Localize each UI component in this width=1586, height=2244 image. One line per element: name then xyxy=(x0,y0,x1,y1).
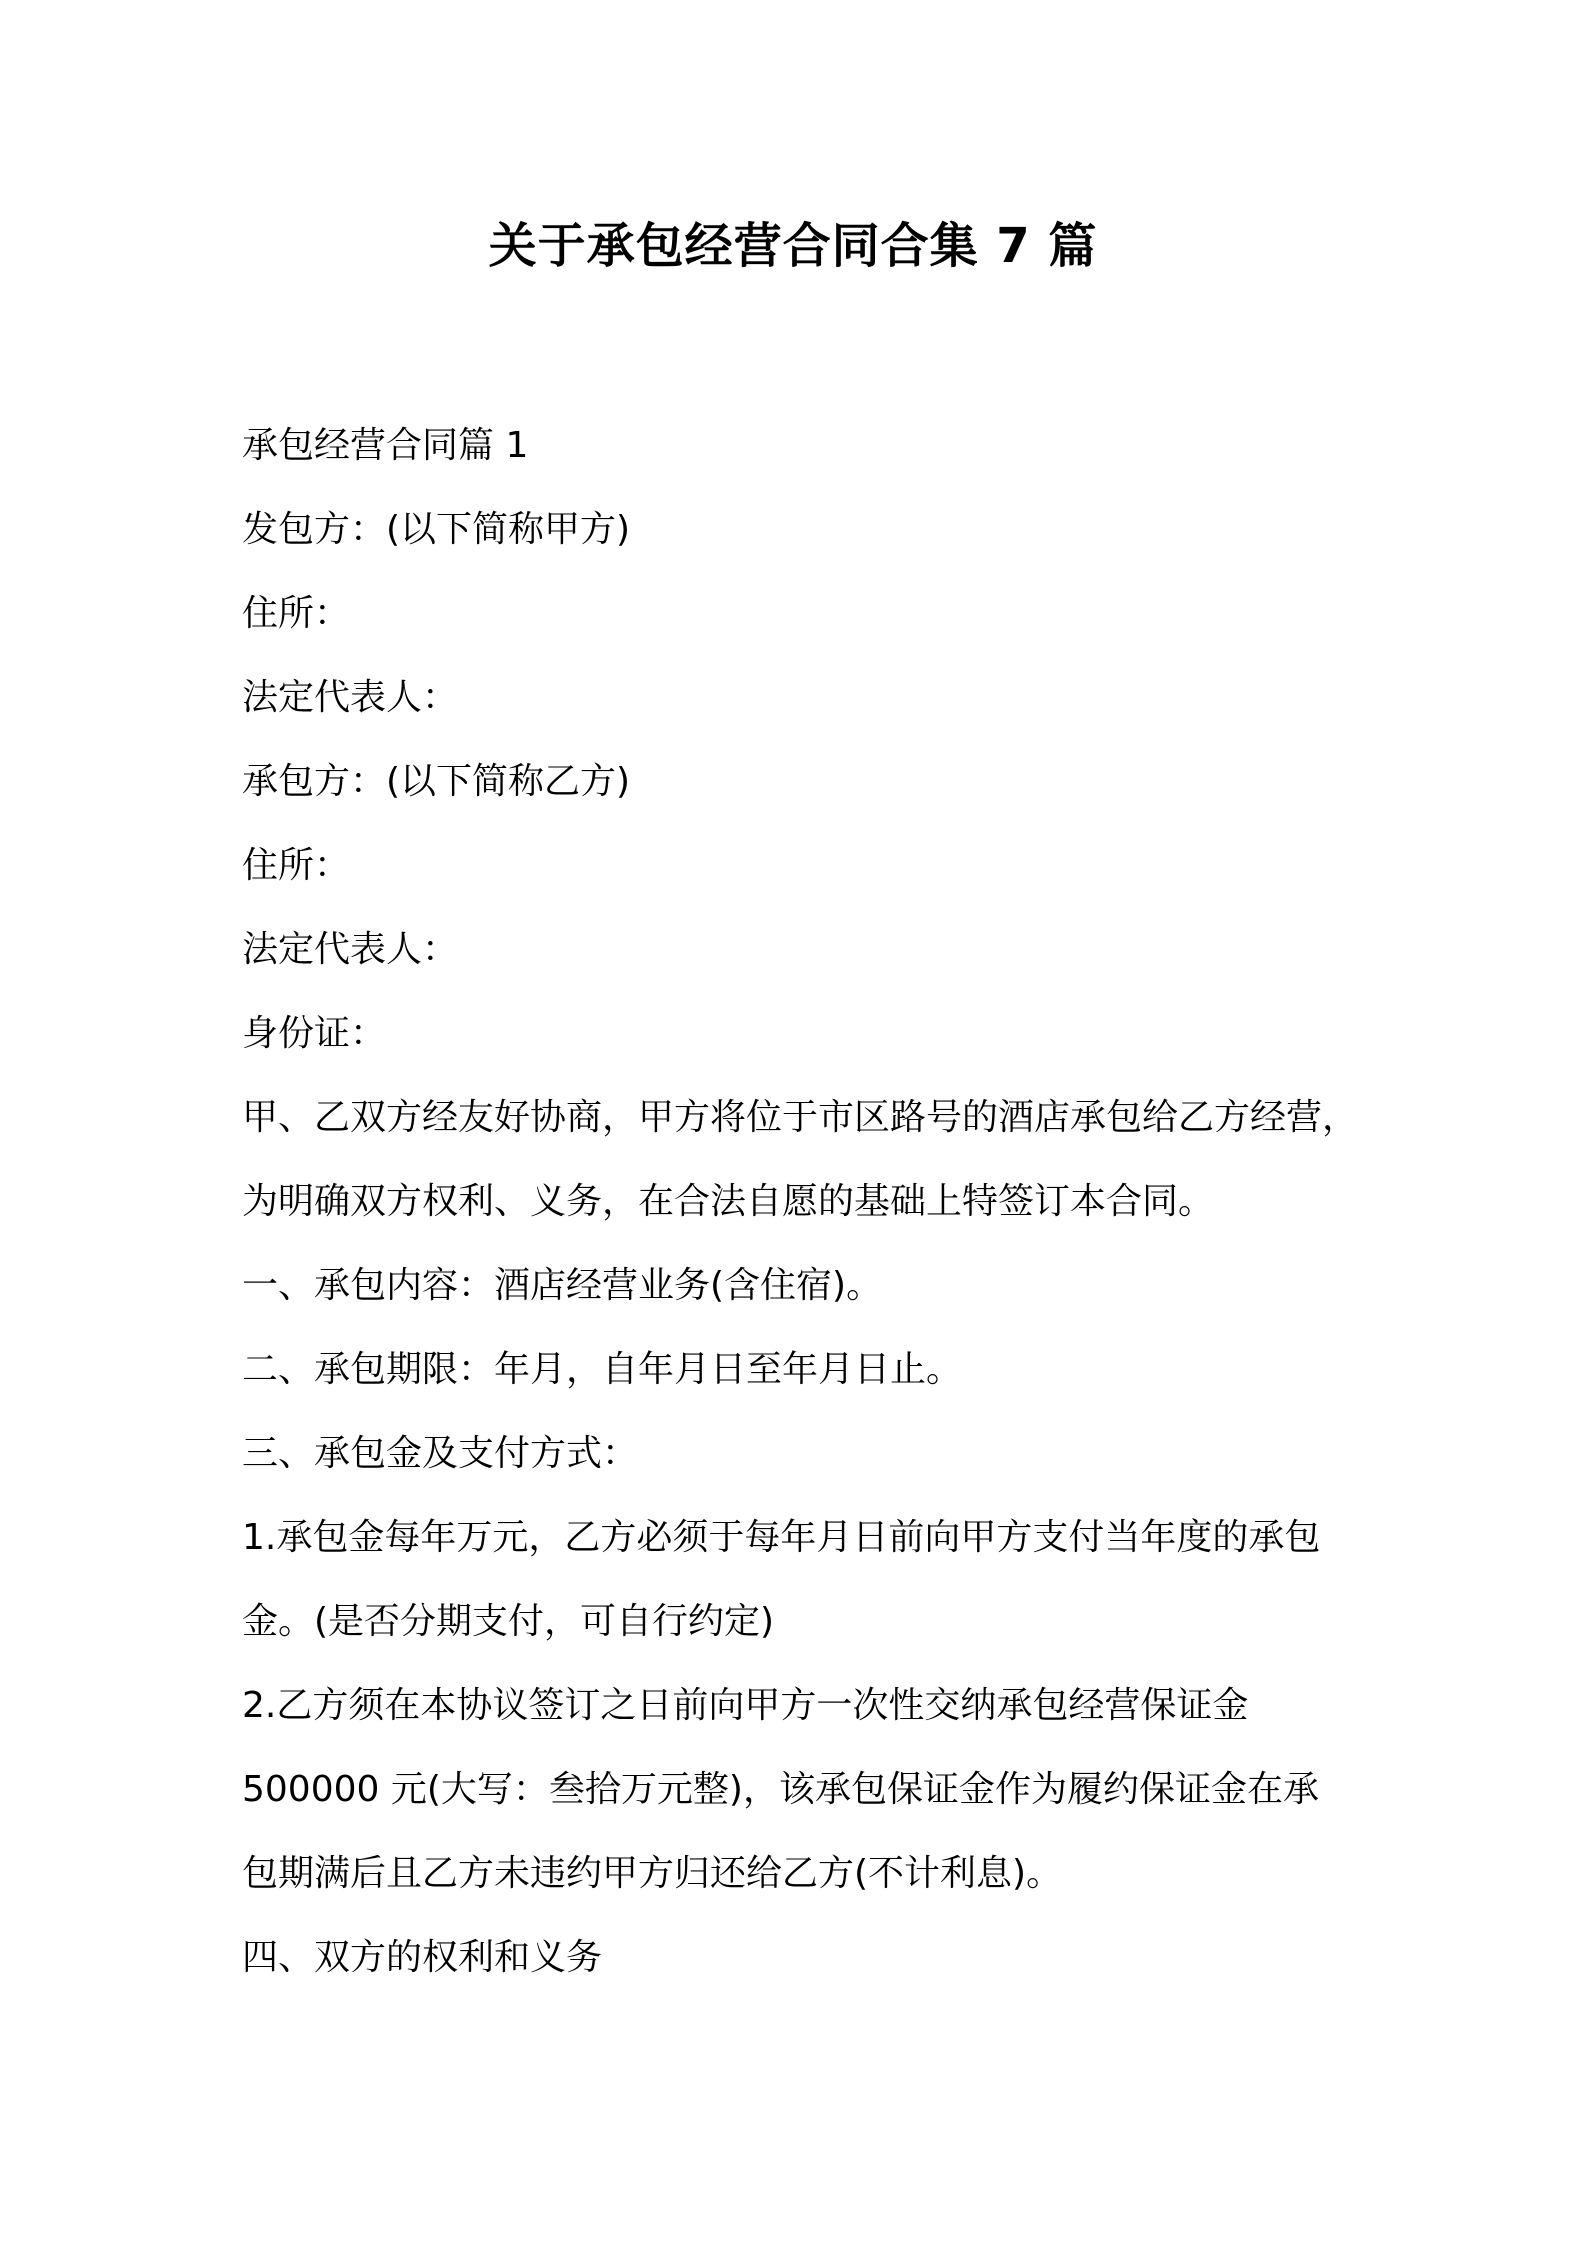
clause-scope: 一、承包内容：酒店经营业务(含住宿)。 xyxy=(242,1265,883,1306)
clause-payment-line: 1.承包金每年万元，乙方必须于每年月日前向甲方支付当年度的承包 xyxy=(242,1517,1321,1558)
party-b-id: 身份证： xyxy=(242,1013,387,1054)
clause-deposit-line: 500000 元(大写：叁拾万元整)，该承包保证金作为履约保证金在承 xyxy=(242,1769,1319,1810)
document-body xyxy=(242,404,1362,2000)
clause-rights-heading: 四、双方的权利和义务 xyxy=(242,1937,603,1978)
clause-payment-line: 金。(是否分期支付，可自行约定) xyxy=(242,1601,775,1642)
party-b-label: 承包方：(以下简称乙方) xyxy=(242,761,631,802)
party-b-address: 住所： xyxy=(242,845,351,886)
clause-term: 二、承包期限：年月，自年月日至年月日止。 xyxy=(242,1349,963,1390)
clause-payment-heading: 三、承包金及支付方式： xyxy=(242,1433,639,1474)
party-a-label: 发包方：(以下简称甲方) xyxy=(242,509,631,550)
party-a-representative: 法定代表人： xyxy=(242,677,459,718)
preamble-line: 为明确双方权利、义务，在合法自愿的基础上特签订本合同。 xyxy=(242,1181,1215,1222)
preamble-line: 甲、乙双方经友好协商，甲方将位于市区路号的酒店承包给乙方经营， xyxy=(242,1097,1359,1138)
party-b-representative: 法定代表人： xyxy=(242,929,459,970)
party-a-address: 住所： xyxy=(242,593,351,634)
document-title: 关于承包经营合同合集 7 篇 xyxy=(488,218,1098,274)
clause-deposit-line: 包期满后且乙方未违约甲方归还给乙方(不计利息)。 xyxy=(242,1853,1063,1894)
clause-deposit-line: 2.乙方须在本协议签订之日前向甲方一次性交纳承包经营保证金 xyxy=(242,1685,1249,1726)
section-heading: 承包经营合同篇 1 xyxy=(242,425,529,466)
